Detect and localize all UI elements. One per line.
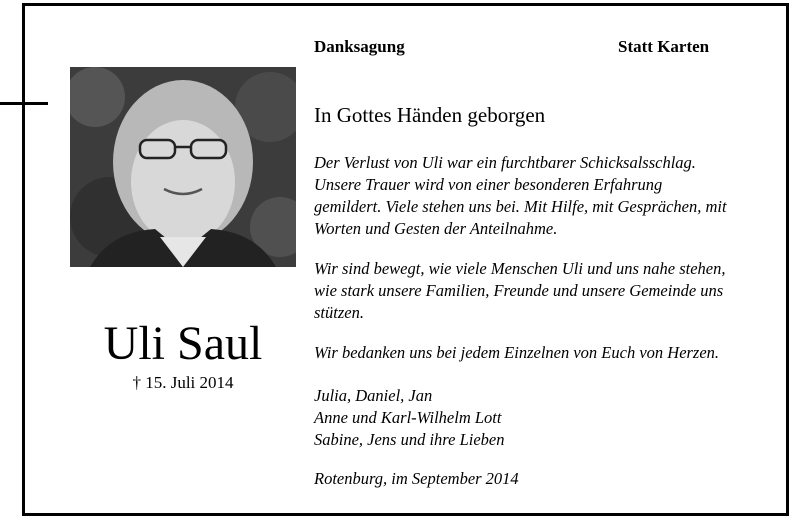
paragraph-line: Wir bedanken uns bei jedem Einzelnen von Euch von Herzen. (314, 343, 720, 362)
portrait-photo (70, 67, 296, 267)
paragraph-line: Der Verlust von Uli war ein furchtbarer Schicksalsschlag. (314, 153, 696, 172)
paragraph-line: gemildert. Viele stehen uns bei. Mit Hilfe, mit Gesprächen, mit (314, 197, 727, 216)
place-date-line: Rotenburg, im September 2014 (314, 469, 519, 488)
signature-line: Sabine, Jens und ihre Lieben (314, 430, 505, 449)
paragraph-line: Worten und Gesten der Anteilnahme. (314, 219, 558, 238)
signature-line: Anne und Karl-Wilhelm Lott (314, 408, 502, 427)
paragraph-line: stützen. (314, 303, 364, 322)
signatures (314, 385, 774, 451)
paragraph-line: Unsere Trauer wird von einer besonderen Erfahrung (314, 175, 663, 194)
heading-statt-karten: Statt Karten (618, 37, 710, 56)
signature-line: Julia, Daniel, Jan (314, 386, 433, 405)
motto: In Gottes Händen geborgen (314, 103, 546, 127)
cross-vertical-bar (22, 70, 25, 270)
paragraph-thanks (314, 342, 774, 364)
death-date: † 15. Juli 2014 (132, 373, 234, 392)
paragraph-line: Wir sind bewegt, wie viele Menschen Uli und uns nahe stehen, (314, 259, 726, 278)
place-date (314, 468, 774, 490)
heading-danksagung: Danksagung (314, 37, 405, 56)
paragraph-line: wie stark unsere Familien, Freunde und unsere Gemeinde uns (314, 281, 724, 300)
paragraph-loss (314, 152, 774, 240)
paragraph-support (314, 258, 774, 324)
deceased-name: Uli Saul (103, 317, 263, 370)
